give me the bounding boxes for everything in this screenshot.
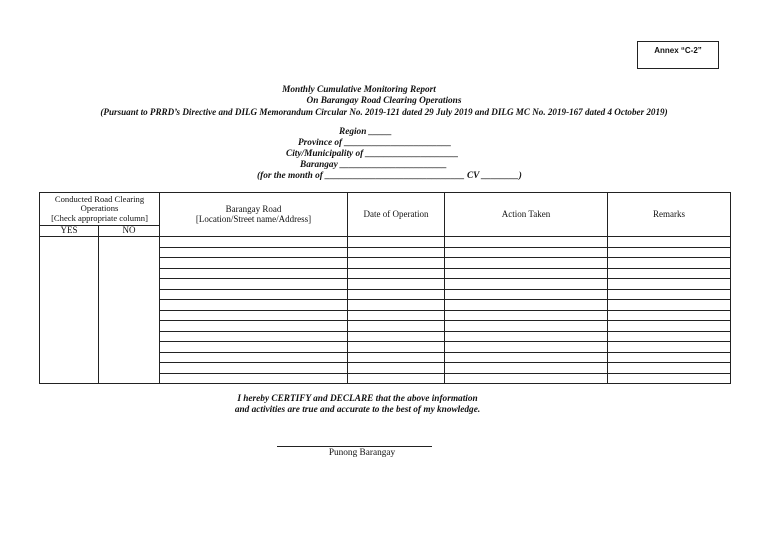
road-cell[interactable] xyxy=(160,363,348,374)
remarks-cell[interactable] xyxy=(608,258,731,269)
remarks-cell[interactable] xyxy=(608,237,731,248)
date-cell[interactable] xyxy=(348,279,445,290)
date-of-operation-header: Date of Operation xyxy=(348,193,445,237)
date-cell[interactable] xyxy=(348,342,445,353)
action-cell[interactable] xyxy=(445,321,608,332)
action-cell[interactable] xyxy=(445,237,608,248)
yes-column-cell[interactable] xyxy=(40,237,99,384)
road-cell[interactable] xyxy=(160,237,348,248)
remarks-cell[interactable] xyxy=(608,342,731,353)
road-cell[interactable] xyxy=(160,279,348,290)
action-cell[interactable] xyxy=(445,331,608,342)
date-cell[interactable] xyxy=(348,373,445,384)
remarks-cell[interactable] xyxy=(608,247,731,258)
road-cell[interactable] xyxy=(160,289,348,300)
date-cell[interactable] xyxy=(348,247,445,258)
certify-line-1: I hereby CERTIFY and DECLARE that the above information xyxy=(237,394,478,404)
title-line-1: Monthly Cumulative Monitoring Report xyxy=(282,85,436,95)
province-field: Province of _______________________ xyxy=(298,138,452,148)
certification-statement xyxy=(0,394,715,416)
remarks-cell[interactable] xyxy=(608,279,731,290)
certify-line-2: and activities are true and accurate to the best of my knowledge. xyxy=(234,405,481,415)
conducted-header-line-3: [Check appropriate column] xyxy=(51,212,148,223)
title-line-2: On Barangay Road Clearing Operations xyxy=(306,96,462,106)
action-cell[interactable] xyxy=(445,289,608,300)
monitoring-table xyxy=(39,192,731,384)
date-cell[interactable] xyxy=(348,258,445,269)
month-field: (for the month of ______________________________ CV ________) xyxy=(257,171,522,181)
road-header-line-1: Barangay Road xyxy=(225,204,282,214)
annex-label: Annex “C-2” xyxy=(637,41,719,69)
road-cell[interactable] xyxy=(160,247,348,258)
remarks-cell[interactable] xyxy=(608,352,731,363)
remarks-header: Remarks xyxy=(608,193,731,237)
date-cell[interactable] xyxy=(348,310,445,321)
remarks-cell[interactable] xyxy=(608,289,731,300)
action-cell[interactable] xyxy=(445,352,608,363)
remarks-cell[interactable] xyxy=(608,321,731,332)
conducted-header-line-2: Operations xyxy=(80,203,119,214)
road-cell[interactable] xyxy=(160,310,348,321)
action-cell[interactable] xyxy=(445,373,608,384)
road-cell[interactable] xyxy=(160,258,348,269)
remarks-cell[interactable] xyxy=(608,373,731,384)
road-header-line-2: [Location/Street name/Address] xyxy=(195,213,312,224)
region-field: Region _____ xyxy=(339,127,392,137)
road-cell[interactable] xyxy=(160,300,348,311)
date-cell[interactable] xyxy=(348,321,445,332)
city-field: City/Municipality of ____________________ xyxy=(286,149,459,159)
action-cell[interactable] xyxy=(445,258,608,269)
action-cell[interactable] xyxy=(445,310,608,321)
road-cell[interactable] xyxy=(160,268,348,279)
no-header: NO xyxy=(99,226,160,237)
action-cell[interactable] xyxy=(445,300,608,311)
road-cell[interactable] xyxy=(160,373,348,384)
road-cell[interactable] xyxy=(160,342,348,353)
conducted-header-line-1: Conducted Road Clearing xyxy=(54,193,145,204)
barangay-road-header xyxy=(160,193,348,237)
action-cell[interactable] xyxy=(445,363,608,374)
remarks-cell[interactable] xyxy=(608,268,731,279)
date-cell[interactable] xyxy=(348,237,445,248)
action-cell[interactable] xyxy=(445,268,608,279)
road-cell[interactable] xyxy=(160,321,348,332)
yes-header: YES xyxy=(40,226,99,237)
action-taken-header: Action Taken xyxy=(445,193,608,237)
remarks-cell[interactable] xyxy=(608,331,731,342)
date-cell[interactable] xyxy=(348,352,445,363)
signature-line xyxy=(277,446,432,447)
remarks-cell[interactable] xyxy=(608,300,731,311)
date-cell[interactable] xyxy=(348,289,445,300)
remarks-cell[interactable] xyxy=(608,363,731,374)
action-cell[interactable] xyxy=(445,279,608,290)
action-cell[interactable] xyxy=(445,342,608,353)
date-cell[interactable] xyxy=(348,268,445,279)
no-column-cell[interactable] xyxy=(99,237,160,384)
date-cell[interactable] xyxy=(348,331,445,342)
road-cell[interactable] xyxy=(160,331,348,342)
signature-label: Punong Barangay xyxy=(328,448,396,458)
remarks-cell[interactable] xyxy=(608,310,731,321)
report-title xyxy=(0,85,768,118)
road-cell[interactable] xyxy=(160,352,348,363)
table-row xyxy=(40,237,731,248)
date-cell[interactable] xyxy=(348,363,445,374)
barangay-field: Barangay _______________________ xyxy=(300,160,447,170)
conducted-operations-header xyxy=(40,193,160,226)
title-line-3: (Pursuant to PRRD’s Directive and DILG Memorandum Circular No. 2019-121 dated 29 July 2019 and DILG MC No. 2019-167 dated 4 October 2019) xyxy=(100,107,668,117)
date-cell[interactable] xyxy=(348,300,445,311)
table-header-row xyxy=(40,193,731,226)
action-cell[interactable] xyxy=(445,247,608,258)
